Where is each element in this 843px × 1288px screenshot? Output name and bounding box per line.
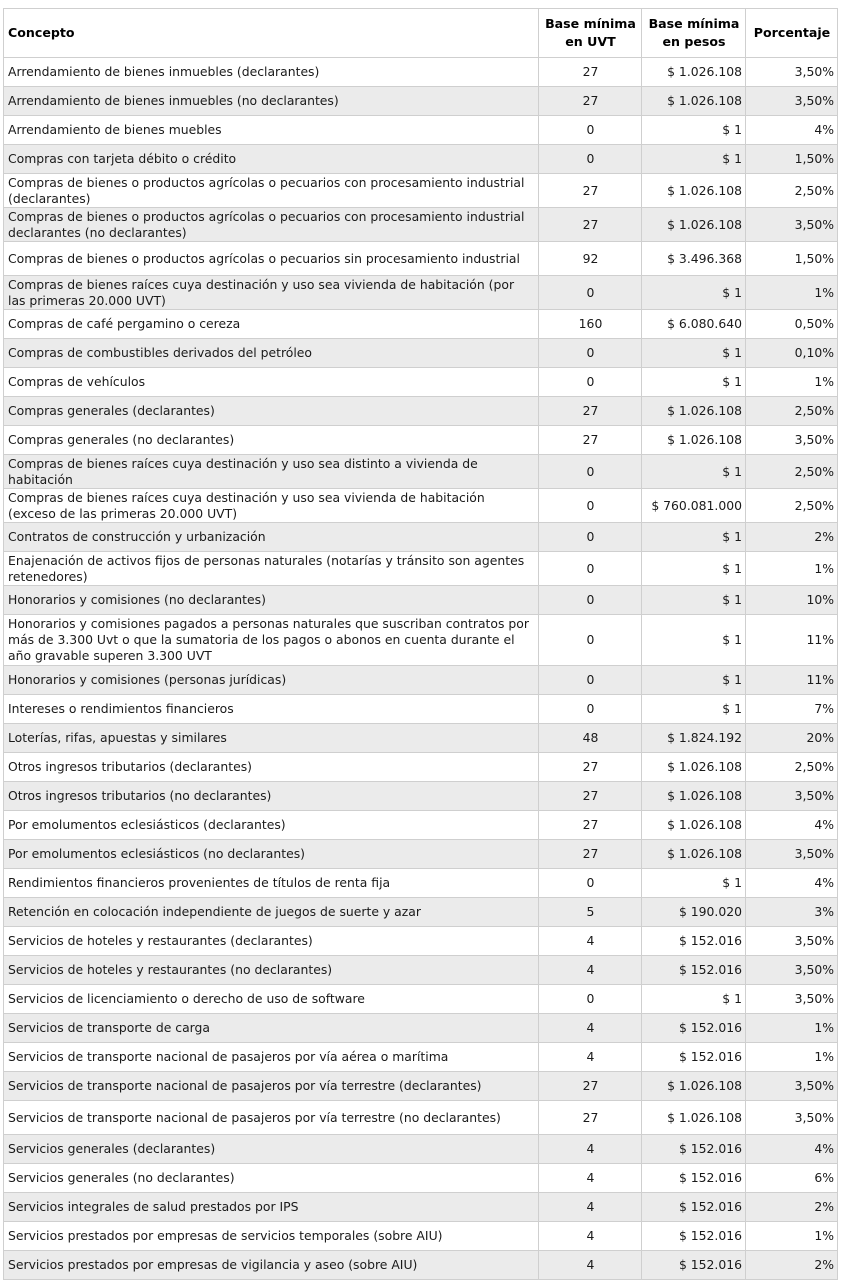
cell-concepto: Enajenación de activos fijos de personas naturales (notarías y tránsito son agentes retenedores) — [4, 552, 539, 586]
table-row — [4, 242, 838, 276]
cell-concepto: Compras de vehículos — [4, 368, 539, 397]
cell-base-uvt: 0 — [539, 615, 642, 666]
cell-porcentaje: 2,50% — [746, 397, 838, 426]
cell-base-pesos: $ 152.016 — [642, 1043, 746, 1072]
table-row — [4, 898, 838, 927]
cell-base-pesos: $ 1 — [642, 116, 746, 145]
cell-porcentaje: 7% — [746, 695, 838, 724]
cell-concepto: Compras de bienes raíces cuya destinación y uso sea vivienda de habitación (exceso de las primeras 20.000 UVT) — [4, 489, 539, 523]
cell-porcentaje: 10% — [746, 586, 838, 615]
cell-concepto: Rendimientos financieros provenientes de títulos de renta fija — [4, 869, 539, 898]
cell-porcentaje: 1% — [746, 1222, 838, 1251]
table-row — [4, 145, 838, 174]
cell-base-pesos: $ 152.016 — [642, 1135, 746, 1164]
cell-base-pesos: $ 1 — [642, 552, 746, 586]
table-row — [4, 753, 838, 782]
cell-base-pesos: $ 152.016 — [642, 1014, 746, 1043]
table-row — [4, 174, 838, 208]
cell-base-pesos: $ 190.020 — [642, 898, 746, 927]
table-row — [4, 869, 838, 898]
cell-base-uvt: 4 — [539, 1164, 642, 1193]
header-concepto: Concepto — [4, 9, 539, 58]
cell-base-uvt: 4 — [539, 1014, 642, 1043]
header-base-uvt: Base mínima en UVT — [539, 9, 642, 58]
cell-base-pesos: $ 1.026.108 — [642, 811, 746, 840]
cell-concepto: Servicios de transporte nacional de pasajeros por vía terrestre (declarantes) — [4, 1072, 539, 1101]
cell-porcentaje: 0,50% — [746, 310, 838, 339]
cell-concepto: Servicios generales (declarantes) — [4, 1135, 539, 1164]
cell-porcentaje: 4% — [746, 116, 838, 145]
cell-concepto: Loterías, rifas, apuestas y similares — [4, 724, 539, 753]
cell-concepto: Otros ingresos tributarios (declarantes) — [4, 753, 539, 782]
cell-porcentaje: 3,50% — [746, 782, 838, 811]
table-row — [4, 586, 838, 615]
cell-concepto: Compras generales (declarantes) — [4, 397, 539, 426]
table-row — [4, 840, 838, 869]
cell-concepto: Servicios integrales de salud prestados por IPS — [4, 1193, 539, 1222]
cell-porcentaje: 4% — [746, 869, 838, 898]
cell-porcentaje: 3,50% — [746, 840, 838, 869]
cell-concepto: Compras con tarjeta débito o crédito — [4, 145, 539, 174]
cell-concepto: Retención en colocación independiente de juegos de suerte y azar — [4, 898, 539, 927]
cell-concepto: Honorarios y comisiones (no declarantes) — [4, 586, 539, 615]
cell-porcentaje: 4% — [746, 811, 838, 840]
cell-base-uvt: 0 — [539, 523, 642, 552]
cell-base-uvt: 0 — [539, 552, 642, 586]
cell-base-uvt: 5 — [539, 898, 642, 927]
cell-base-uvt: 27 — [539, 87, 642, 116]
cell-concepto: Arrendamiento de bienes inmuebles (declarantes) — [4, 58, 539, 87]
cell-concepto: Servicios de transporte nacional de pasajeros por vía terrestre (no declarantes) — [4, 1101, 539, 1135]
table-row — [4, 1251, 838, 1280]
cell-base-pesos: $ 1.026.108 — [642, 174, 746, 208]
cell-base-uvt: 4 — [539, 1043, 642, 1072]
cell-porcentaje: 1,50% — [746, 145, 838, 174]
cell-base-pesos: $ 152.016 — [642, 1193, 746, 1222]
table-row — [4, 276, 838, 310]
cell-base-pesos: $ 152.016 — [642, 1251, 746, 1280]
cell-porcentaje: 1% — [746, 276, 838, 310]
cell-concepto: Servicios prestados por empresas de vigilancia y aseo (sobre AIU) — [4, 1251, 539, 1280]
cell-base-uvt: 92 — [539, 242, 642, 276]
table-row — [4, 724, 838, 753]
cell-concepto: Servicios de licenciamiento o derecho de uso de software — [4, 985, 539, 1014]
cell-concepto: Otros ingresos tributarios (no declarantes) — [4, 782, 539, 811]
cell-base-pesos: $ 1 — [642, 615, 746, 666]
cell-base-uvt: 0 — [539, 695, 642, 724]
table-row — [4, 58, 838, 87]
cell-concepto: Compras de combustibles derivados del petróleo — [4, 339, 539, 368]
cell-base-uvt: 0 — [539, 339, 642, 368]
table-row — [4, 1222, 838, 1251]
cell-concepto: Compras de bienes o productos agrícolas o pecuarios sin procesamiento industrial — [4, 242, 539, 276]
cell-base-uvt: 0 — [539, 489, 642, 523]
table-row — [4, 927, 838, 956]
cell-base-uvt: 4 — [539, 1251, 642, 1280]
table-row — [4, 368, 838, 397]
cell-concepto: Servicios prestados por empresas de servicios temporales (sobre AIU) — [4, 1222, 539, 1251]
cell-base-uvt: 48 — [539, 724, 642, 753]
cell-base-uvt: 0 — [539, 985, 642, 1014]
retention-table-container — [3, 8, 838, 1280]
header-base-pesos: Base mínima en pesos — [642, 9, 746, 58]
cell-porcentaje: 3,50% — [746, 956, 838, 985]
cell-concepto: Por emolumentos eclesiásticos (declarantes) — [4, 811, 539, 840]
cell-base-pesos: $ 152.016 — [642, 927, 746, 956]
table-row — [4, 87, 838, 116]
cell-concepto: Arrendamiento de bienes muebles — [4, 116, 539, 145]
cell-base-uvt: 4 — [539, 1193, 642, 1222]
table-row — [4, 455, 838, 489]
cell-concepto: Contratos de construcción y urbanización — [4, 523, 539, 552]
table-row — [4, 695, 838, 724]
cell-base-pesos: $ 152.016 — [642, 1222, 746, 1251]
table-row — [4, 615, 838, 666]
cell-concepto: Servicios de hoteles y restaurantes (no declarantes) — [4, 956, 539, 985]
cell-base-pesos: $ 1 — [642, 455, 746, 489]
cell-base-pesos: $ 1 — [642, 368, 746, 397]
table-row — [4, 666, 838, 695]
cell-base-uvt: 4 — [539, 1222, 642, 1251]
cell-base-uvt: 4 — [539, 956, 642, 985]
cell-base-pesos: $ 1.026.108 — [642, 753, 746, 782]
cell-base-uvt: 4 — [539, 927, 642, 956]
cell-base-pesos: $ 3.496.368 — [642, 242, 746, 276]
cell-porcentaje: 2,50% — [746, 455, 838, 489]
cell-base-pesos: $ 6.080.640 — [642, 310, 746, 339]
cell-base-uvt: 0 — [539, 455, 642, 489]
cell-concepto: Compras generales (no declarantes) — [4, 426, 539, 455]
cell-base-uvt: 0 — [539, 276, 642, 310]
cell-porcentaje: 3,50% — [746, 426, 838, 455]
cell-concepto: Servicios generales (no declarantes) — [4, 1164, 539, 1193]
table-row — [4, 1043, 838, 1072]
cell-base-pesos: $ 1.026.108 — [642, 426, 746, 455]
cell-base-pesos: $ 1.824.192 — [642, 724, 746, 753]
table-header-row — [4, 9, 838, 58]
cell-base-pesos: $ 1.026.108 — [642, 87, 746, 116]
cell-base-pesos: $ 152.016 — [642, 956, 746, 985]
cell-concepto: Compras de bienes raíces cuya destinación y uso sea distinto a vivienda de habitación — [4, 455, 539, 489]
table-body — [4, 58, 838, 1280]
cell-porcentaje: 0,10% — [746, 339, 838, 368]
cell-base-pesos: $ 1.026.108 — [642, 1101, 746, 1135]
cell-base-pesos: $ 1 — [642, 339, 746, 368]
cell-porcentaje: 1% — [746, 1043, 838, 1072]
cell-base-uvt: 4 — [539, 1135, 642, 1164]
cell-base-pesos: $ 1 — [642, 666, 746, 695]
cell-porcentaje: 3,50% — [746, 58, 838, 87]
retention-rates-table — [3, 8, 838, 1280]
cell-concepto: Compras de bienes o productos agrícolas o pecuarios con procesamiento industrial (declarantes) — [4, 174, 539, 208]
cell-concepto: Honorarios y comisiones (personas jurídicas) — [4, 666, 539, 695]
table-row — [4, 116, 838, 145]
cell-concepto: Servicios de hoteles y restaurantes (declarantes) — [4, 927, 539, 956]
table-row — [4, 782, 838, 811]
header-porcentaje: Porcentaje — [746, 9, 838, 58]
cell-porcentaje: 2% — [746, 1251, 838, 1280]
cell-porcentaje: 2,50% — [746, 174, 838, 208]
table-row — [4, 397, 838, 426]
cell-porcentaje: 2,50% — [746, 489, 838, 523]
cell-base-pesos: $ 760.081.000 — [642, 489, 746, 523]
table-row — [4, 523, 838, 552]
table-row — [4, 811, 838, 840]
cell-porcentaje: 3,50% — [746, 1101, 838, 1135]
cell-base-pesos: $ 1 — [642, 695, 746, 724]
cell-porcentaje: 1% — [746, 1014, 838, 1043]
cell-porcentaje: 2% — [746, 1193, 838, 1222]
cell-porcentaje: 3,50% — [746, 927, 838, 956]
cell-base-pesos: $ 1.026.108 — [642, 1072, 746, 1101]
cell-concepto: Intereses o rendimientos financieros — [4, 695, 539, 724]
cell-porcentaje: 1,50% — [746, 242, 838, 276]
cell-concepto: Servicios de transporte nacional de pasajeros por vía aérea o marítima — [4, 1043, 539, 1072]
cell-base-pesos: $ 1.026.108 — [642, 58, 746, 87]
table-row — [4, 552, 838, 586]
table-row — [4, 1135, 838, 1164]
table-row — [4, 426, 838, 455]
cell-concepto: Servicios de transporte de carga — [4, 1014, 539, 1043]
table-row — [4, 1193, 838, 1222]
cell-base-pesos: $ 1.026.108 — [642, 782, 746, 811]
cell-porcentaje: 2,50% — [746, 753, 838, 782]
cell-porcentaje: 11% — [746, 666, 838, 695]
cell-porcentaje: 2% — [746, 523, 838, 552]
cell-base-uvt: 27 — [539, 782, 642, 811]
table-row — [4, 985, 838, 1014]
cell-porcentaje: 1% — [746, 368, 838, 397]
cell-base-pesos: $ 1 — [642, 523, 746, 552]
cell-base-uvt: 27 — [539, 840, 642, 869]
cell-base-uvt: 0 — [539, 145, 642, 174]
cell-concepto: Honorarios y comisiones pagados a personas naturales que suscriban contratos por más de 3.300 Uvt o que la sumatoria de los pagos o abonos en cuenta durante el año gravable superen 3.300 UVT — [4, 615, 539, 666]
cell-base-uvt: 27 — [539, 811, 642, 840]
cell-base-uvt: 27 — [539, 397, 642, 426]
cell-porcentaje: 4% — [746, 1135, 838, 1164]
table-row — [4, 208, 838, 242]
table-row — [4, 1014, 838, 1043]
table-row — [4, 339, 838, 368]
cell-base-uvt: 0 — [539, 116, 642, 145]
cell-base-uvt: 0 — [539, 586, 642, 615]
cell-porcentaje: 20% — [746, 724, 838, 753]
table-row — [4, 1101, 838, 1135]
cell-concepto: Compras de bienes raíces cuya destinación y uso sea vivienda de habitación (por las primeras 20.000 UVT) — [4, 276, 539, 310]
cell-base-uvt: 27 — [539, 753, 642, 782]
table-row — [4, 1164, 838, 1193]
cell-base-uvt: 27 — [539, 58, 642, 87]
cell-base-pesos: $ 1 — [642, 276, 746, 310]
cell-concepto: Compras de café pergamino o cereza — [4, 310, 539, 339]
cell-base-pesos: $ 1 — [642, 586, 746, 615]
cell-porcentaje: 3,50% — [746, 208, 838, 242]
cell-base-uvt: 0 — [539, 869, 642, 898]
table-row — [4, 310, 838, 339]
cell-base-pesos: $ 1.026.108 — [642, 397, 746, 426]
cell-concepto: Por emolumentos eclesiásticos (no declarantes) — [4, 840, 539, 869]
cell-base-uvt: 27 — [539, 1072, 642, 1101]
cell-concepto: Compras de bienes o productos agrícolas o pecuarios con procesamiento industrial declarantes (no declarantes) — [4, 208, 539, 242]
cell-base-pesos: $ 1.026.108 — [642, 840, 746, 869]
cell-porcentaje: 3,50% — [746, 1072, 838, 1101]
cell-base-pesos: $ 1.026.108 — [642, 208, 746, 242]
cell-base-pesos: $ 1 — [642, 145, 746, 174]
cell-base-uvt: 27 — [539, 208, 642, 242]
cell-base-uvt: 160 — [539, 310, 642, 339]
cell-porcentaje: 3,50% — [746, 985, 838, 1014]
cell-base-uvt: 27 — [539, 1101, 642, 1135]
cell-porcentaje: 3% — [746, 898, 838, 927]
cell-base-pesos: $ 152.016 — [642, 1164, 746, 1193]
cell-porcentaje: 11% — [746, 615, 838, 666]
cell-porcentaje: 1% — [746, 552, 838, 586]
table-row — [4, 489, 838, 523]
cell-concepto: Arrendamiento de bienes inmuebles (no declarantes) — [4, 87, 539, 116]
table-row — [4, 956, 838, 985]
cell-base-pesos: $ 1 — [642, 869, 746, 898]
cell-porcentaje: 6% — [746, 1164, 838, 1193]
cell-porcentaje: 3,50% — [746, 87, 838, 116]
cell-base-uvt: 0 — [539, 368, 642, 397]
cell-base-pesos: $ 1 — [642, 985, 746, 1014]
cell-base-uvt: 27 — [539, 426, 642, 455]
table-row — [4, 1072, 838, 1101]
cell-base-uvt: 27 — [539, 174, 642, 208]
cell-base-uvt: 0 — [539, 666, 642, 695]
